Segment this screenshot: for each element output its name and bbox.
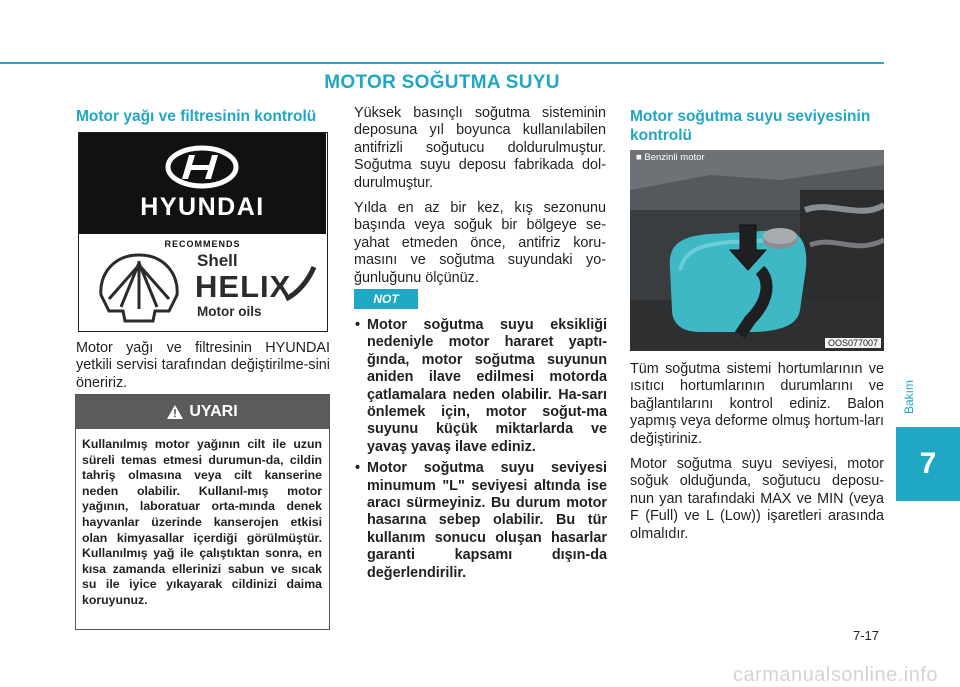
hyundai-shell-logo xyxy=(78,132,328,332)
helix-swoosh-icon xyxy=(284,265,322,303)
coolant-level-text xyxy=(630,361,884,551)
paragraph: Tüm soğutma sistemi hortumlarının ve ısıtıcı hortumlarının durumlarını ve bağlantılarını kontrol ediniz. Balon yapmış veya deforme olmuş hortum-ları değiştiriniz. xyxy=(630,361,884,447)
warning-box xyxy=(75,394,330,630)
hyundai-logo-band xyxy=(79,133,326,234)
paragraph: Motor yağı ve filtresinin HYUNDAI yetkili servisi tarafından değiştirilme-sini öneririz. xyxy=(76,340,330,391)
warning-header xyxy=(76,395,329,429)
helix-text: HELIX xyxy=(195,269,292,304)
page-number: 7-17 xyxy=(853,628,880,643)
note-bullet-list xyxy=(355,317,607,586)
note-badge: NOT xyxy=(354,289,418,309)
coolant-level-heading: Motor soğutma suyu seviyesinin kontrolü xyxy=(630,108,871,144)
header-rule xyxy=(0,62,884,64)
page-title: MOTOR SOĞUTMA SUYU xyxy=(324,72,560,93)
chapter-label-text: Bakım xyxy=(902,379,917,415)
oil-filter-heading: Motor yağı ve filtresinin kontrolü xyxy=(76,108,317,125)
hyundai-emblem-icon xyxy=(79,133,326,193)
warning-text: Kullanılmış motor yağının cilt ile uzun süreli temas etmesi durumun-da, cildin tahriş olmasına veya cilt kanserine neden olabilir. Kullanıl-mış motor yağının, laboratuar orta-mında denek hayvanlar üzerinde kanserojen etkisi olan kimyasallar içerdiği görülmüştür. Kullanılmış yağ ile çalıştıktan sonra, en kısa zamanda ellerinizi sabun ve sıcak su ile iyice yıkayarak cildinizi daima koruyunuz. xyxy=(82,437,322,607)
photo-caption: ■ Benzinli motor xyxy=(636,152,705,163)
paragraph: Yılda en az bir kez, kış sezonunu başında veya soğuk bir bölgeye se-yahat etmeden önce, antifriz koru-masını ve soğutma suyundaki yo-ğunluğunu ölçünüz. xyxy=(354,200,606,286)
engine-bay-photo xyxy=(630,150,884,351)
coolant-intro xyxy=(354,105,606,295)
list-item: • Motor soğutma suyu eksikliği nedeniyle motor hararet yaptı-ğında, motor soğutma suyunun aniden ilave edilmesi motorda çatlamalara neden olabilir. Ha-sarı önlemek için, motor soğut-ma suyunu küçük miktarlarda ve yavaş yavaş ilave ediniz. xyxy=(355,317,607,456)
recommends-text: RECOMMENDS xyxy=(164,239,241,249)
paragraph: Motor soğutma suyu seviyesi, motor soğuk olduğunda, soğutucu deposu-nun yan tarafındaki MAX ve MIN (veya F (Full) ve L (Low)) işaretleri arasında olmalıdır. xyxy=(630,456,884,542)
photo-code: OOS077007 xyxy=(825,338,881,348)
shell-pecten-icon xyxy=(93,251,185,325)
oil-service-paragraph xyxy=(76,340,330,400)
chapter-tab: 7 xyxy=(896,427,960,501)
paragraph: Yüksek basınçlı soğutma sisteminin deposuna yıl boyunca kullanılabilen antifrizli soğutucu doldurulmuştur. Soğutma suyu deposu fabrikada dol-durulmuştur. xyxy=(354,105,606,191)
warning-triangle-icon xyxy=(167,405,183,419)
hyundai-wordmark: HYUNDAI xyxy=(140,193,265,221)
watermark-footer: carmanualsonline.info xyxy=(732,664,938,686)
coolant-reservoir-illustration xyxy=(630,150,884,351)
list-item: • Motor soğutma suyu seviyesi minumum "L" seviyesi altında ise aracı sürmeyiniz. Bu durum motor hasarına sebep olabilir. Bu tür kullanım sonucu oluşan hasarlar garanti kapsamı dışın-da değerlendirilir. xyxy=(355,460,607,582)
motor-oils-text: Motor oils xyxy=(197,304,262,319)
shell-text: Shell xyxy=(197,251,238,270)
warning-title: UYARI xyxy=(189,403,238,420)
